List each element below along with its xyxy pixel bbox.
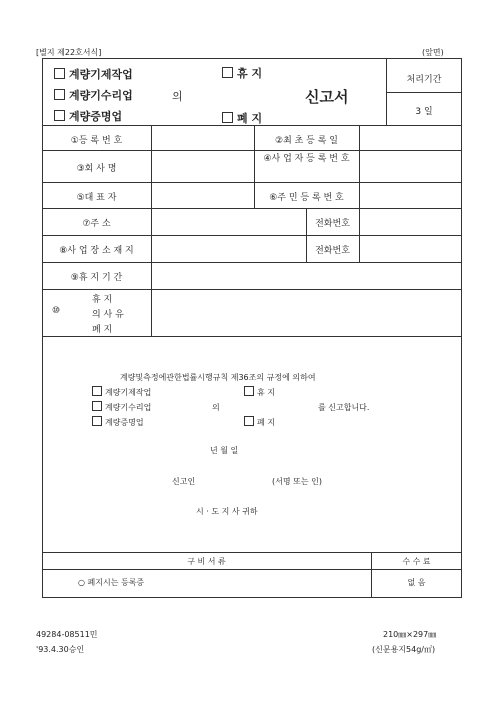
decl-report-text: 를 신고합니다. <box>318 403 370 412</box>
title-option-close: 폐 지 <box>222 110 262 126</box>
decl-option-close: 폐 지 <box>244 416 275 428</box>
business-phone-label: 전화번호 <box>315 246 350 256</box>
addressee: 시 · 도 지 사 귀하 <box>196 507 258 516</box>
reason-number: ⑩ <box>52 306 61 316</box>
checkbox-icon[interactable] <box>54 89 65 100</box>
decl-of: 의 <box>212 403 220 412</box>
decl-option-certification: 계량증명업 <box>92 416 144 428</box>
signature-label: (서명 또는 인) <box>272 477 322 486</box>
registration-number-label: ①등 록 번 호 <box>70 136 123 146</box>
rest-period-label: ⑨휴 지 기 간 <box>70 273 123 283</box>
decl-option-manufacture: 계량기제작업 <box>92 386 151 398</box>
checkbox-icon[interactable] <box>54 110 65 121</box>
processing-period-value: 3 일 <box>415 107 433 117</box>
address-phone-label: 전화번호 <box>315 219 350 229</box>
checkbox-icon[interactable] <box>54 68 65 79</box>
reason-rest-label: 휴 지 <box>92 295 113 305</box>
decl-option-repair: 계량기수리업 <box>92 401 151 413</box>
title-option-repair: 계량기수리업 <box>54 87 133 103</box>
resident-number-label: ⑥주 민 등 록 번 호 <box>269 193 344 203</box>
declaration-date: 년 월 일 <box>210 446 239 455</box>
company-name-label: ③회 사 명 <box>76 164 117 174</box>
representative-label: ⑤대 표 자 <box>76 193 117 203</box>
checkbox-icon[interactable] <box>92 401 102 411</box>
applicant-label: 신고인 <box>172 477 196 486</box>
fee-header: 수 수 료 <box>402 557 431 566</box>
title-option-rest: 휴 지 <box>222 65 262 81</box>
page-side-label: (앞면) <box>422 48 444 57</box>
processing-period-label: 처리기간 <box>406 75 442 85</box>
reason-close-label: 폐 지 <box>92 325 113 335</box>
checkbox-icon[interactable] <box>222 112 233 123</box>
form-number: [별지 제22호서식] <box>36 48 102 57</box>
title-of: 의 <box>172 90 183 103</box>
checkbox-icon[interactable] <box>92 386 102 396</box>
declaration-statement: 계량및측정에관한법률시행규칙 제36조의 규정에 의하여 <box>120 373 316 382</box>
required-document-item: ○ 폐지시는 등록증 <box>78 578 145 587</box>
reason-label: 의 사 유 <box>92 310 124 320</box>
checkbox-icon[interactable] <box>244 416 254 426</box>
address-label: ⑦주 소 <box>82 219 111 229</box>
footer-form-code: 49284-08511민 <box>36 630 98 639</box>
checkbox-icon[interactable] <box>222 67 233 78</box>
footer-approval-date: '93.4.30승인 <box>36 645 85 654</box>
title-option-manufacture: 계량기제작업 <box>54 66 133 82</box>
fee-value: 없 음 <box>407 578 426 587</box>
checkbox-icon[interactable] <box>92 416 102 426</box>
form-title: 신고서 <box>305 88 349 106</box>
first-registration-date-label: ②최 초 등 록 일 <box>275 136 338 146</box>
required-documents-header: 구 비 서 류 <box>187 557 226 566</box>
business-registration-number-label: ④사 업 자 등 록 번 호 <box>263 154 350 164</box>
footer-paper-size: 210㎜×297㎜ <box>383 630 437 639</box>
decl-option-rest: 휴 지 <box>244 386 275 398</box>
footer-paper-type: (신문용지54g/㎡) <box>372 645 436 654</box>
checkbox-icon[interactable] <box>244 386 254 396</box>
title-option-certification: 계량증명업 <box>54 108 122 124</box>
business-location-label: ⑧사 업 장 소 재 지 <box>59 246 134 256</box>
